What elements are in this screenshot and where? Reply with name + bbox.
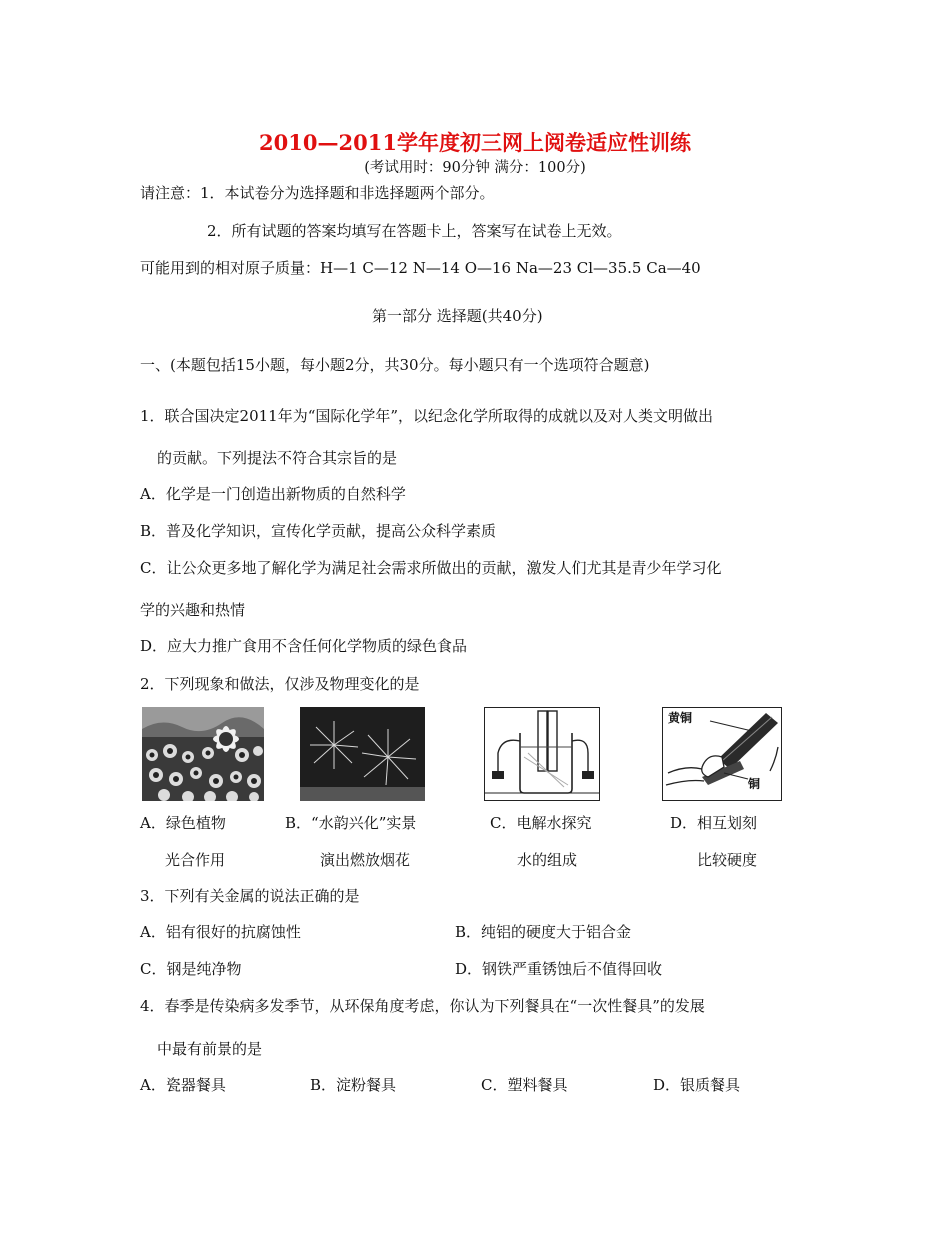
exam-title: 2010—2011学年度初三网上阅卷适应性训练 [259,130,691,155]
q2-option-b-line2: 演出燃放烟花 [320,851,411,869]
exam-subtitle: (考试用时：90分钟 满分：100分) [364,160,586,176]
q1-stem-line1: 1．联合国决定2011年为“国际化学年”，以纪念化学所取得的成就以及对人类文明做出 [140,407,714,425]
q3-option-c: C．钢是纯净物 [140,960,242,978]
q2-stem: 2．下列现象和做法，仅涉及物理变化的是 [140,675,420,693]
hardness-test-image [662,707,782,801]
q2-option-a-line1: A．绿色植物 [140,814,226,832]
q1-option-d: D．应大力推广食用不含任何化学物质的绿色食品 [140,637,468,655]
electrolysis-image [484,707,600,801]
q1-option-c-line2: 学的兴趣和热情 [140,601,246,619]
q2-option-c-line1: C．电解水探究 [490,814,592,832]
q2-option-d-line2: 比较硬度 [697,851,758,869]
q3-stem: 3．下列有关金属的说法正确的是 [140,887,360,905]
q2-option-c-line2: 水的组成 [517,851,578,869]
sunflower-image [142,707,264,801]
note-line-2: 2．所有试题的答案均填写在答题卡上，答案写在试卷上无效。 [207,222,622,240]
note-line-1: 请注意：1．本试卷分为选择题和非选择题两个部分。 [140,184,495,202]
q4-stem-line2: 中最有前景的是 [157,1040,263,1058]
atomic-masses: 可能用到的相对原子质量：H—1 C—12 N—14 O—16 Na—23 Cl—35.5 Ca—40 [140,259,701,277]
q1-option-c-line1: C．让公众更多地了解化学为满足社会需求所做出的贡献，激发人们尤其是青少年学习化 [140,559,722,577]
brass-label: 黄铜 [668,711,693,725]
q4-stem-line1: 4．春季是传染病多发季节，从环保角度考虑，你认为下列餐具在“一次性餐具”的发展 [140,997,705,1015]
copper-label: 铜 [748,777,761,791]
q2-option-d-line1: D．相互划刻 [670,814,758,832]
q4-option-b: B．淀粉餐具 [310,1076,397,1094]
q4-option-c: C．塑料餐具 [481,1076,568,1094]
q3-option-b: B．纯铝的硬度大于铝合金 [455,923,632,941]
q3-option-d: D．钢铁严重锈蚀后不值得回收 [455,960,663,978]
q4-option-a: A．瓷器餐具 [140,1076,226,1094]
part1-heading: 第一部分 选择题(共40分) [372,307,543,325]
fireworks-image [300,707,425,801]
q1-stem-line2: 的贡献。下列提法不符合其宗旨的是 [157,449,398,467]
q4-option-d: D．银质餐具 [653,1076,741,1094]
q1-option-b: B．普及化学知识，宣传化学贡献，提高公众科学素质 [140,522,497,540]
q2-option-b-line1: B．“水韵兴化”实景 [285,814,417,832]
section1-heading: 一、(本题包括15小题，每小题2分，共30分。每小题只有一个选项符合题意) [140,356,650,374]
q3-option-a: A．铝有很好的抗腐蚀性 [140,923,301,941]
q2-option-a-line2: 光合作用 [165,851,226,869]
q1-option-a: A．化学是一门创造出新物质的自然科学 [140,485,406,503]
